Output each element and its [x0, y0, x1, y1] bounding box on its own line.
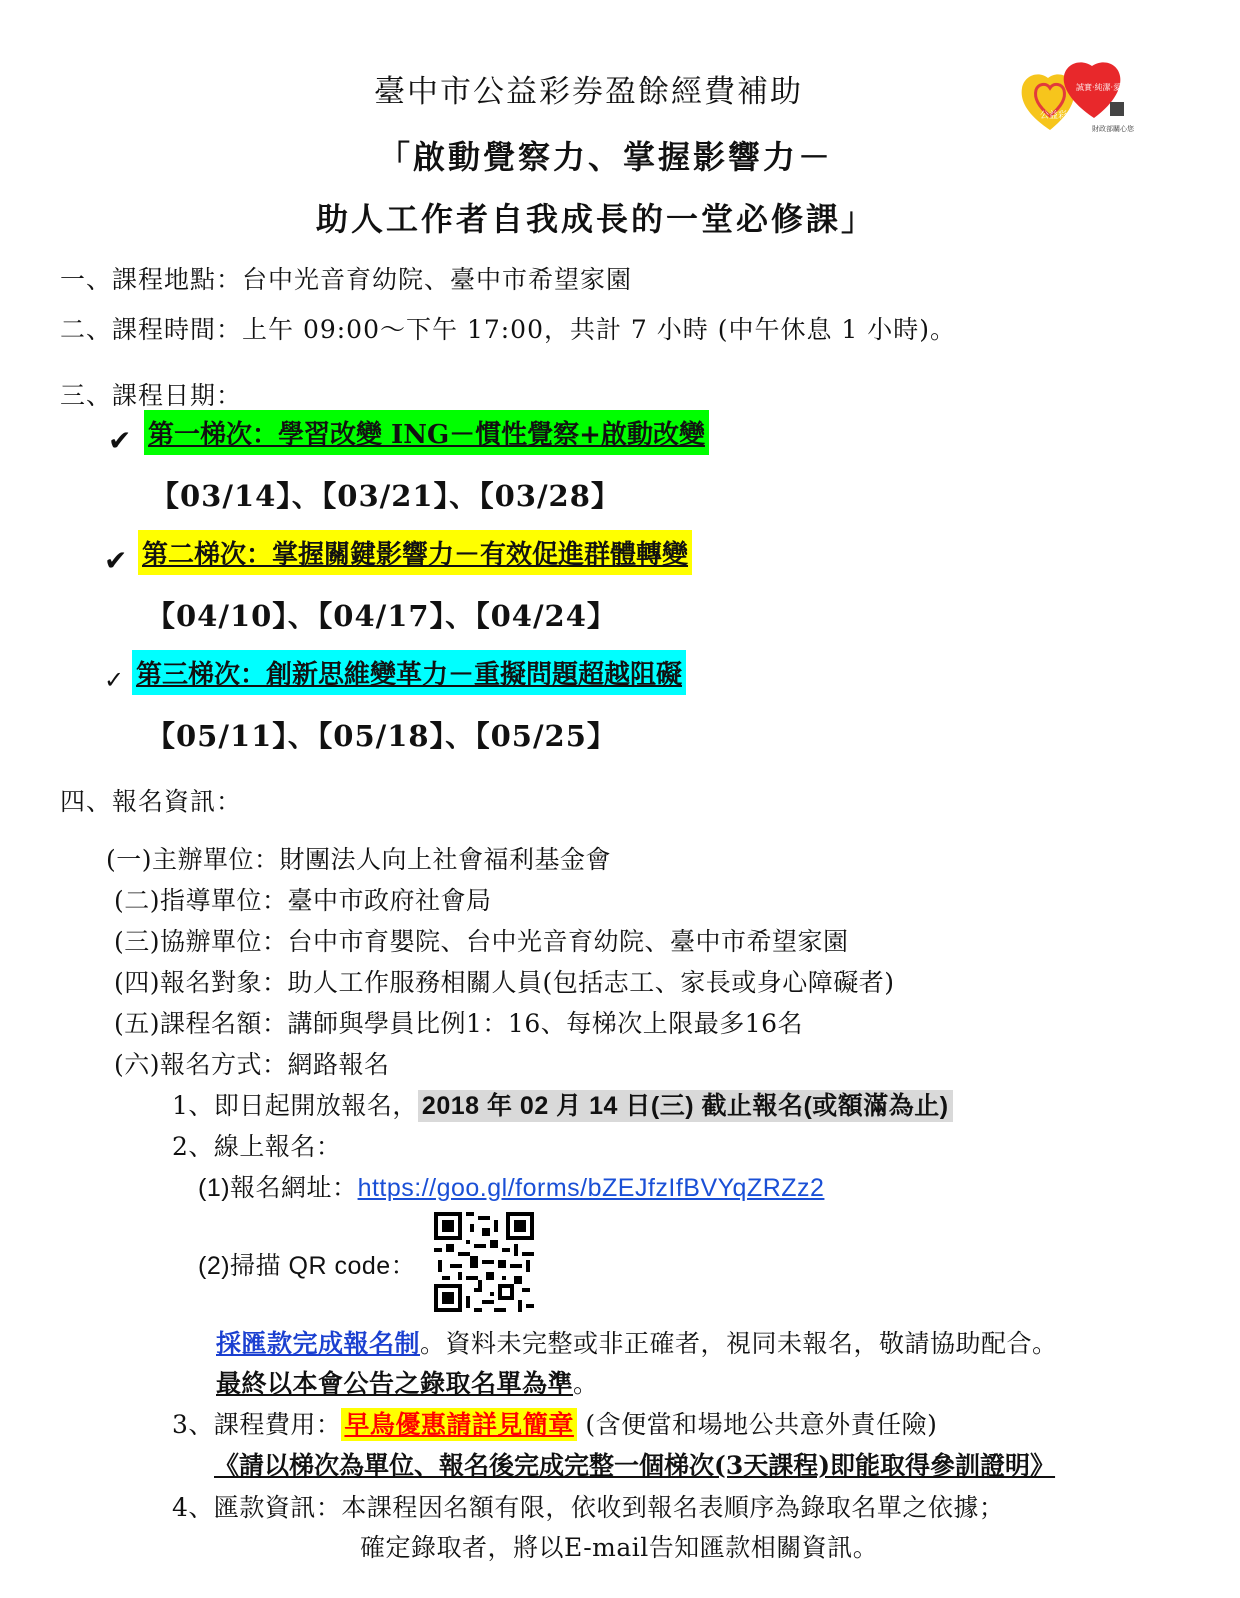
organizer: (一)主辦單位：財團法人向上社會福利基金會	[106, 845, 612, 874]
registration-method: (六)報名方式：網路報名	[114, 1050, 390, 1079]
step-4-line-2: 確定錄取者，將以E-mail告知匯款相關資訊。	[360, 1533, 879, 1562]
check-icon: ✔	[108, 424, 132, 457]
step-2-title: 2、線上報名：	[172, 1132, 342, 1161]
logo-label: 公益彩券	[1040, 111, 1077, 121]
course-dates-title: 三、課程日期：	[60, 381, 243, 410]
tier-1-label: 第一梯次：學習改變 ING－慣性覺察+啟動改變	[144, 410, 709, 455]
target-audience: (四)報名對象：助人工作服務相關人員(包括志工、家長或身心障礙者)	[114, 968, 895, 997]
course-time: 二、課程時間：上午 09:00～下午 17:00，共計 7 小時 (中午休息 1 小時)。	[60, 315, 957, 344]
co-organizer: (三)協辦單位：台中市育嬰院、台中光音育幼院、臺中市希望家園	[114, 927, 849, 956]
url-row	[198, 1168, 824, 1204]
url-label: (1)報名網址：	[198, 1174, 358, 1202]
step-1-prefix: 1、即日起開放報名，	[172, 1091, 418, 1120]
header-line-2: 「啟動覺察力、掌握影響力－	[378, 138, 834, 176]
logo-sublabel: 財政部關心您	[1092, 125, 1134, 133]
check-icon: ✓	[104, 666, 125, 694]
lottery-logo	[1016, 56, 1148, 140]
supervisor: (二)指導單位：臺中市政府社會局	[114, 886, 492, 915]
tier-2-dates: 【04/10】、【04/17】、【04/24】	[146, 599, 617, 633]
certificate-note: 《請以梯次為單位、報名後完成完整一個梯次(3天課程)即能取得參訓證明》	[214, 1451, 1056, 1480]
header-line-1: 臺中市公益彩券盈餘經費補助	[374, 74, 803, 110]
payment-note-rest: 。資料未完整或非正確者，視同未報名，敬請協助配合。	[420, 1329, 1058, 1358]
final-list-emphasis: 最終以本會公告之錄取名單為準	[216, 1369, 574, 1398]
final-list-note	[216, 1364, 599, 1400]
logo-heart-text: 誠實·純潔·愛	[1076, 83, 1122, 92]
step-4-line-1: 4、匯款資訊：本課程因名額有限，依收到報名表順序為錄取名單之依據；	[172, 1493, 1005, 1522]
check-icon: ✔	[104, 544, 128, 577]
course-location: 一、課程地點：台中光音育幼院、臺中市希望家園	[60, 265, 633, 294]
step-3-rest: (含便當和場地公共意外責任險)	[576, 1410, 938, 1439]
header-line-3: 助人工作者自我成長的一堂必修課」	[316, 200, 877, 238]
early-bird-note: 早鳥優惠請詳見簡章	[341, 1408, 577, 1441]
registration-deadline: 2018 年 02 月 14 日(三) 截止報名(或額滿為止)	[418, 1090, 953, 1122]
course-quota: (五)課程名額：講師與學員比例1：16、每梯次上限最多16名	[114, 1009, 804, 1038]
tier-3-dates: 【05/11】、【05/18】、【05/25】	[146, 719, 617, 753]
registration-url-link[interactable]: https://goo.gl/forms/bZEJfzIfBVYqZRZz2	[357, 1174, 825, 1202]
step-1	[172, 1086, 953, 1122]
payment-note-emphasis: 採匯款完成報名制	[216, 1329, 421, 1358]
qr-code-icon	[434, 1212, 534, 1312]
payment-note	[216, 1324, 1058, 1360]
tier-3-label: 第三梯次：創新思維變革力－重擬問題超越阻礙	[132, 650, 686, 695]
qr-code[interactable]	[434, 1212, 534, 1312]
registration-title: 四、報名資訊：	[60, 787, 243, 816]
step-3-prefix: 3、課程費用：	[172, 1410, 342, 1439]
qr-label: (2)掃描 QR code：	[198, 1252, 417, 1280]
tier-2-label: 第二梯次：掌握關鍵影響力－有效促進群體轉變	[138, 530, 692, 575]
step-3	[172, 1405, 937, 1441]
final-list-end: 。	[573, 1369, 599, 1398]
tier-1-dates: 【03/14】、【03/21】、【03/28】	[150, 479, 621, 513]
